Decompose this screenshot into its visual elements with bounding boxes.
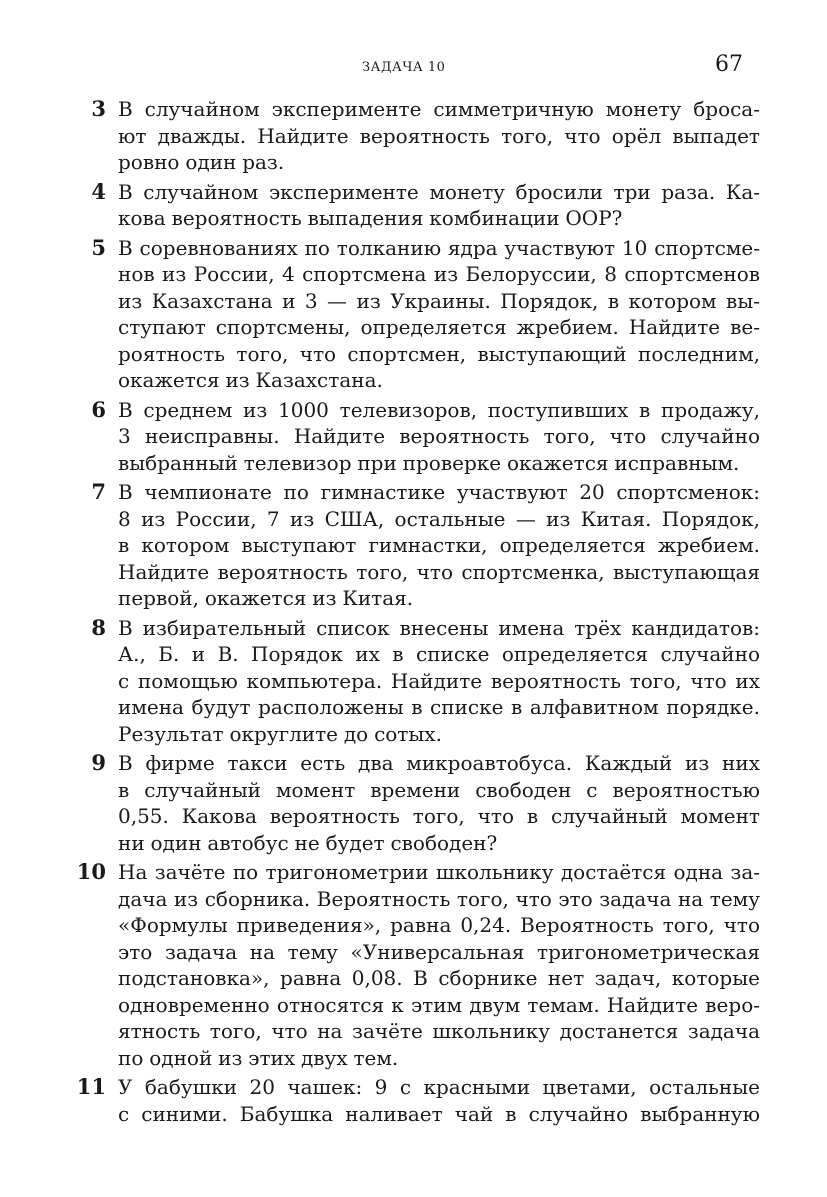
problem-text — [118, 479, 760, 612]
problem-text — [118, 397, 760, 477]
text-line: ступают спортсмены, определяется жребием. Найдите ве- — [118, 315, 760, 339]
problem-number: 8 — [91, 614, 106, 640]
text-line: с синими. Бабушка наливает чай в случайно выбранную — [118, 1101, 760, 1126]
problem-text — [118, 179, 760, 232]
text-line: 8 из России, 7 из США, остальные — из Китая. Порядок, — [118, 506, 760, 531]
text-line: 3 неисправны. Найдите вероятность того, что случайно — [118, 424, 760, 448]
problem-text — [118, 1074, 760, 1127]
problem-number: 11 — [76, 1074, 106, 1099]
text-line: с помощью компьютера. Найдите вероятность того, что их — [118, 668, 760, 693]
problem-list — [70, 96, 760, 1130]
text-line: В избирательный список внесены имена трёх кандидатов: — [118, 615, 760, 640]
problem-8 — [70, 615, 760, 748]
text-line: дача из сборника. Вероятность того, что это задача на тему — [118, 886, 760, 911]
text-line: окажется из Казахстана. — [118, 368, 383, 392]
text-line: В случайном эксперименте симметричную монету броса- — [118, 97, 760, 121]
problem-text — [118, 96, 760, 176]
problem-10 — [70, 859, 760, 1071]
page-header — [0, 52, 827, 82]
text-line: На зачёте по тригонометрии школьнику достаётся одна за- — [118, 860, 760, 884]
problem-5 — [70, 235, 760, 394]
problem-11 — [70, 1074, 760, 1127]
text-line: ятность того, что на зачёте школьнику достанется задача — [118, 1019, 760, 1043]
running-title: ЗАДАЧА 10 — [362, 60, 446, 75]
problem-number: 9 — [91, 750, 106, 775]
text-line: нов из России, 4 спортсмена из Белоруссии, 8 спортсменов — [118, 262, 760, 286]
text-line: Результат округлите до сотых. — [118, 721, 442, 746]
text-line: Найдите вероятность того, что спортсменка, выступающая — [118, 559, 760, 584]
text-line: по одной из этих двух тем. — [118, 1045, 399, 1070]
problem-7 — [70, 479, 760, 612]
problem-text — [118, 859, 760, 1071]
text-line: кова вероятность выпадения комбинации ООР? — [118, 206, 623, 230]
problem-number: 3 — [91, 96, 106, 121]
text-line: в котором выступают гимнастки, определяется жребием. — [118, 533, 760, 557]
problem-text — [118, 615, 760, 748]
page-number: 67 — [715, 52, 743, 77]
problem-number: 5 — [91, 234, 106, 260]
problem-number: 4 — [91, 178, 106, 204]
text-line: это задача на тему «Универсальная тригонометрическая — [118, 939, 760, 964]
problem-4 — [70, 179, 760, 232]
text-line: В чемпионате по гимнастике участвуют 20 спортсменок: — [118, 480, 760, 504]
text-line: В соревнованиях по толканию ядра участвуют 10 спортсме- — [118, 235, 760, 260]
text-line: В случайном эксперименте монету бросили три раза. Ка- — [118, 179, 760, 204]
text-line: ровно один раз. — [118, 150, 285, 174]
problem-text — [118, 235, 760, 394]
text-line: ют дважды. Найдите вероятность того, что орёл выпадет — [118, 123, 760, 148]
text-line: В фирме такси есть два микроавтобуса. Каждый из них — [118, 751, 760, 775]
problem-9 — [70, 750, 760, 856]
problem-text — [118, 750, 760, 856]
text-line: А., Б. и В. Порядок их в списке определяется случайно — [118, 642, 760, 666]
text-line: «Формулы приведения», равна 0,24. Вероятность того, что — [118, 913, 760, 937]
problem-number: 7 — [91, 479, 106, 504]
text-line: одновременно относятся к этим двум темам. Найдите веро- — [118, 992, 760, 1017]
text-line: ни один автобус не будет свободен? — [118, 830, 498, 855]
text-line: имена будут расположены в списке в алфавитном порядке. — [118, 695, 760, 719]
text-line: из Казахстана и 3 — из Украины. Порядок, в котором вы- — [118, 288, 760, 313]
problem-6 — [70, 397, 760, 477]
text-line: 0,55. Какова вероятность того, что в случайный момент — [118, 804, 760, 828]
text-line: первой, окажется из Китая. — [118, 586, 414, 610]
problem-number: 10 — [76, 859, 106, 884]
text-line: подстановка», равна 0,08. В сборнике нет задач, которые — [118, 966, 760, 990]
problem-3 — [70, 96, 760, 176]
text-line: роятность того, что спортсмен, выступающий последним, — [118, 341, 760, 366]
text-line: В среднем из 1000 телевизоров, поступивших в продажу, — [118, 397, 760, 422]
problem-number: 6 — [91, 396, 106, 422]
text-line: в случайный момент времени свободен с вероятностью — [118, 777, 760, 802]
text-line: выбранный телевизор при проверке окажется исправным. — [118, 450, 740, 475]
text-line: У бабушки 20 чашек: 9 с красными цветами, остальные — [118, 1075, 760, 1099]
